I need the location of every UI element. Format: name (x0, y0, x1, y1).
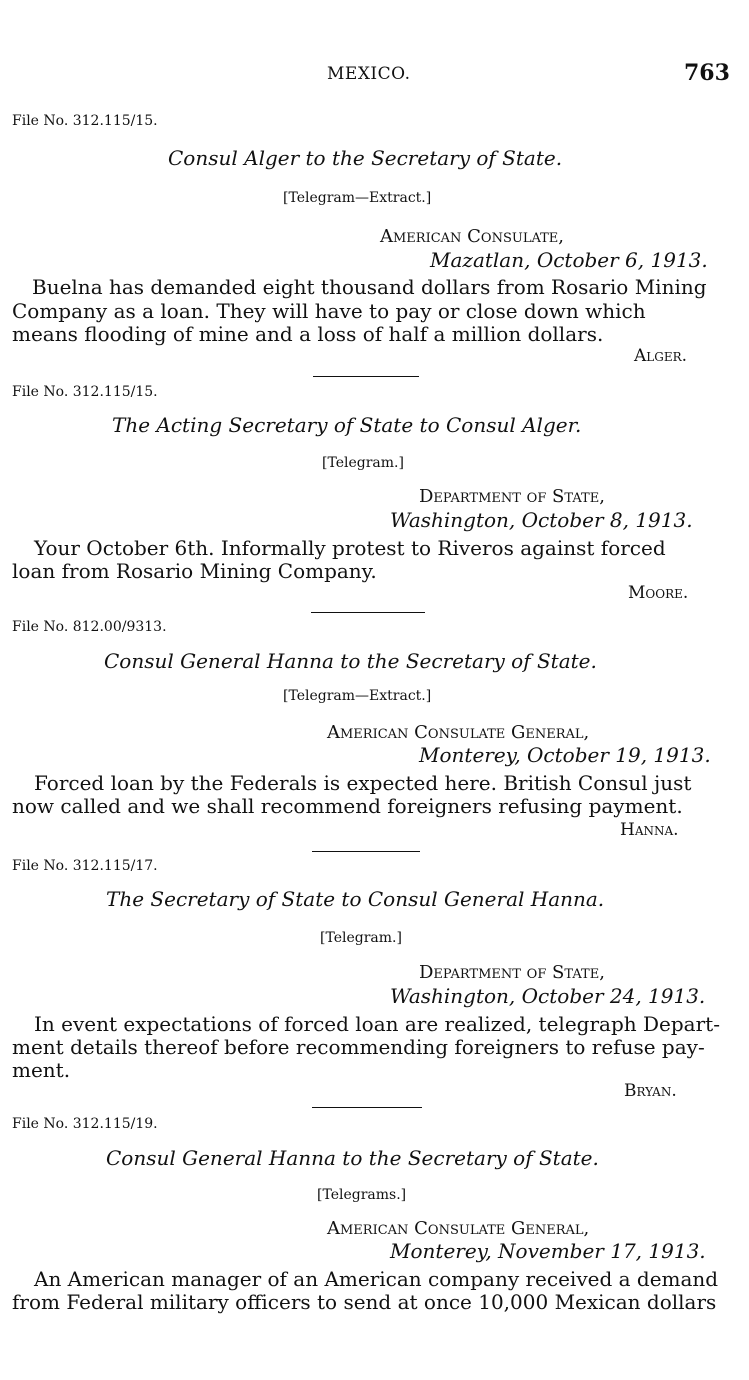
body-line: Your October 6th. Informally protest to Riveros against forced (34, 536, 666, 560)
section-divider (312, 851, 420, 852)
file-number: File No. 812.00/9313. (12, 619, 167, 635)
section-divider (313, 376, 419, 377)
file-number: File No. 312.115/19. (12, 1116, 158, 1132)
body-line: ment. (12, 1058, 71, 1082)
telegram-note: [Telegram.] (322, 455, 404, 471)
body-line: Forced loan by the Federals is expected here. British Consul just (34, 771, 692, 795)
page-number: 763 (684, 60, 730, 86)
body-line: means flooding of mine and a loss of half a million dollars. (12, 322, 604, 346)
dateline: Mazatlan, October 6, 1913. (430, 248, 708, 272)
body-line: Company as a loan. They will have to pay or close down which (12, 299, 646, 323)
telegram-note: [Telegrams.] (317, 1187, 407, 1203)
document-title: The Secretary of State to Consul General Hanna. (106, 887, 605, 911)
dateline: Monterey, November 17, 1913. (390, 1239, 706, 1263)
signature: Bryan. (624, 1081, 677, 1101)
office-line: American Consulate General, (327, 1218, 590, 1239)
office-line: Department of State, (419, 962, 605, 983)
document-title: Consul General Hanna to the Secretary of State. (104, 649, 597, 673)
file-number: File No. 312.115/17. (12, 858, 158, 874)
running-head: MEXICO. (327, 64, 411, 84)
telegram-note: [Telegram.] (320, 930, 402, 946)
body-line: from Federal military officers to send at once 10,000 Mexican dollars (12, 1290, 717, 1314)
signature: Alger. (634, 346, 688, 366)
body-line: In event expectations of forced loan are realized, telegraph Depart- (34, 1012, 720, 1036)
section-divider (311, 612, 425, 613)
dateline: Washington, October 8, 1913. (390, 508, 693, 532)
dateline: Washington, October 24, 1913. (390, 984, 706, 1008)
section-divider (312, 1107, 422, 1108)
body-line: An American manager of an American company received a demand (34, 1267, 719, 1291)
office-line: American Consulate, (380, 226, 565, 247)
document-title: Consul General Hanna to the Secretary of State. (106, 1146, 599, 1170)
body-line: loan from Rosario Mining Company. (12, 559, 377, 583)
body-line: now called and we shall recommend foreigners refusing payment. (12, 794, 683, 818)
office-line: American Consulate General, (327, 722, 590, 743)
signature: Hanna. (620, 820, 679, 840)
body-line: ment details thereof before recommending foreigners to refuse pay- (12, 1035, 705, 1059)
document-title: Consul Alger to the Secretary of State. (168, 146, 563, 170)
document-title: The Acting Secretary of State to Consul Alger. (112, 413, 582, 437)
dateline: Monterey, October 19, 1913. (419, 743, 711, 767)
office-line: Department of State, (419, 486, 605, 507)
telegram-note: [Telegram—Extract.] (283, 688, 432, 704)
body-line: Buelna has demanded eight thousand dollars from Rosario Mining (32, 275, 707, 299)
signature: Moore. (628, 583, 689, 603)
file-number: File No. 312.115/15. (12, 113, 158, 129)
telegram-note: [Telegram—Extract.] (283, 190, 432, 206)
file-number: File No. 312.115/15. (12, 384, 158, 400)
